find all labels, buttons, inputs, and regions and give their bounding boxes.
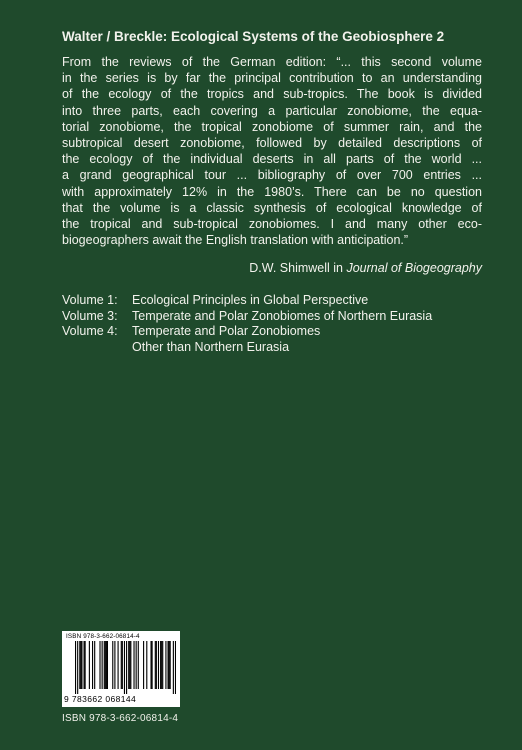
barcode-bar (94, 641, 95, 689)
barcode-bar (156, 641, 157, 689)
volume-number (62, 340, 132, 356)
barcode-bar (106, 641, 107, 689)
barcode-bar (129, 641, 130, 689)
review-line: of the ecology of the tropics and sub-tropics. The book is divided (62, 87, 482, 102)
barcode-bar (130, 641, 131, 689)
volume-title: Temperate and Polar Zonobiomes (132, 324, 321, 338)
review-line: subtropical desert zonobiome, followed by detailed descriptions of (62, 136, 482, 151)
attribution-source: Journal of Biogeography (346, 261, 482, 275)
barcode-bar (152, 641, 153, 689)
barcode-bar (165, 641, 166, 689)
barcode-bars (66, 641, 176, 697)
barcode-bar (161, 641, 162, 689)
volume-number: Volume 3: (62, 308, 118, 323)
barcode-bar (102, 641, 103, 689)
barcode-bar (92, 641, 93, 689)
barcode-bar (81, 641, 82, 689)
barcode-bar (112, 641, 113, 689)
barcode-bar (170, 641, 171, 689)
barcode-bar (160, 641, 161, 689)
volume-item (62, 324, 492, 340)
volume-title: Ecological Principles in Global Perspective (132, 293, 369, 307)
barcode-isbn-label: ISBN 978-3-662-06814-4 (66, 633, 140, 640)
barcode-bar (162, 641, 163, 689)
barcode-bar (150, 641, 151, 689)
review-quote (62, 54, 482, 248)
barcode-bar (118, 641, 119, 689)
barcode-bar (133, 641, 134, 689)
barcode-bar (175, 641, 176, 694)
review-line: in the series is by far the principal contribution to an understanding (62, 71, 482, 86)
barcode-bar (124, 641, 125, 694)
review-line: torial zonobiome, the tropical zonobiome of summer rain, and the (62, 119, 482, 134)
barcode-bar (136, 641, 137, 689)
barcode-bar (155, 641, 156, 689)
barcode-bar (173, 641, 174, 694)
barcode-bar (84, 641, 85, 689)
review-line: with approximately 12% in the 1980’s. There can be no question (62, 184, 482, 199)
barcode-bar (80, 641, 81, 689)
barcode-bar (75, 641, 76, 694)
barcode-bar (167, 641, 168, 689)
volume-number: Volume 4: (62, 324, 118, 338)
barcode-bar (128, 641, 129, 689)
barcode-bar (138, 641, 139, 689)
volume-title: Temperate and Polar Zonobiomes of Northern Eurasia (132, 308, 433, 323)
review-line: into three parts, each covering a particular zonobiome, the equa- (62, 103, 482, 118)
volume-item (62, 309, 492, 325)
barcode-bar (158, 641, 159, 689)
barcode-bar (99, 641, 100, 689)
barcode-bar (121, 641, 122, 689)
barcode-bar (89, 641, 90, 689)
review-line: the tropical and sub-tropical zonobiomes. I and many other eco- (62, 217, 482, 232)
barcode-bar (85, 641, 86, 689)
isbn-number: ISBN 978-3-662-06814-4 (62, 713, 179, 724)
volume-list (62, 293, 492, 355)
barcode-bar (146, 641, 147, 689)
review-attribution (62, 260, 482, 276)
review-line: that the volume is a classic synthesis of ecological knowledge of (62, 200, 482, 215)
volume-item (62, 340, 492, 356)
attribution-author: D.W. Shimwell in (249, 261, 347, 275)
barcode (62, 631, 180, 707)
book-title: Walter / Breckle: Ecological Systems of the Geobiosphere 2 (62, 29, 445, 44)
barcode-bar (105, 641, 106, 689)
barcode-bar (122, 641, 123, 689)
review-line: biogeographers await the English translation with anticipation.” (62, 233, 409, 248)
review-line: the ecology of the individual deserts in all parts of the world ... (62, 152, 482, 167)
barcode-bar (126, 641, 127, 694)
barcode-bar (107, 641, 108, 689)
review-line: a grand geographical tour ... bibliography of over 700 entries ... (62, 168, 482, 183)
volume-number: Volume 1: (62, 293, 118, 307)
barcode-bar (169, 641, 170, 689)
barcode-bar (104, 641, 105, 689)
volume-item (62, 293, 492, 309)
barcode-bar (77, 641, 78, 694)
barcode-bar (143, 641, 144, 689)
volume-title: Other than Northern Eurasia (132, 339, 290, 354)
barcode-bar (114, 641, 115, 689)
barcode-digits: 9 783662 068144 (64, 694, 137, 704)
review-line: From the reviews of the German edition: “... this second volume (62, 55, 482, 69)
barcode-bar (79, 641, 80, 689)
